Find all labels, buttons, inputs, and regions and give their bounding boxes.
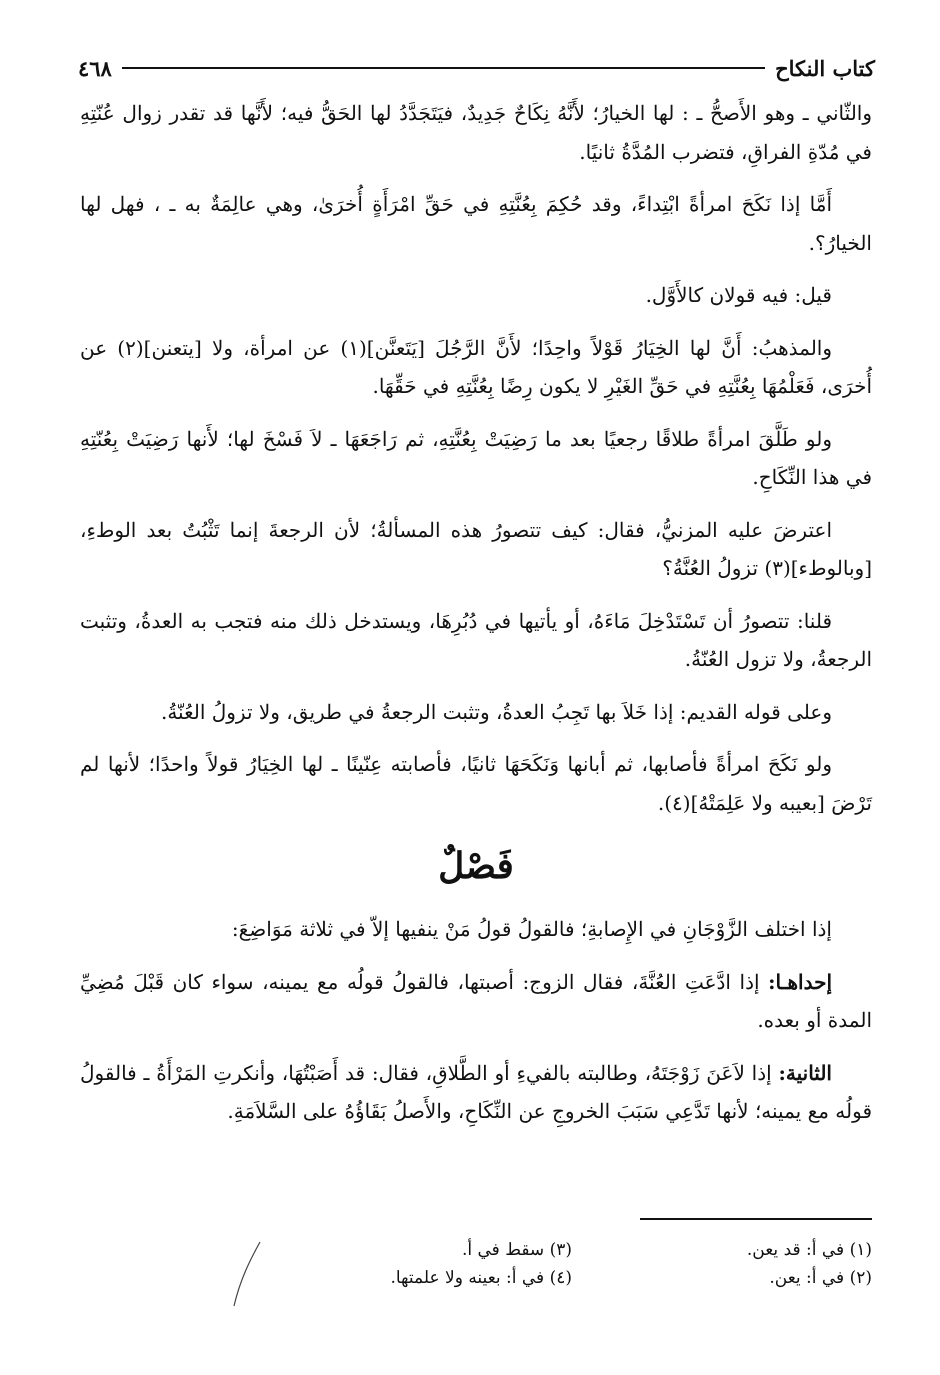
paragraph: أَمَّا إذا نَكَحَ امرأةً ابْتِداءً، وقد حُكِمَ بِعُنَّتِهِ في حَقِّ امْرَأَةٍ أُخرَىٰ، وهي عالِمَةٌ به ـ ، فهل لها الخيارُ؟. [80,192,872,255]
paragraph: ولو طَلَّقَ امرأةً طلاقًا رجعيًا بعد ما رَضِيَتْ بِعُنَّتِهِ، ثم رَاجَعَهَا ـ لاَ فَسْخَ لها؛ لأَنها رَضِيَتْ بِعُنّتِهِ في هذا النِّكَاحِ. [80,426,872,489]
footnote: (٢) في أ: يعن. [769,1268,872,1288]
paragraph: اعترضَ عليه المزنيُّ، فقال: كيف تتصورُ هذه المسألةُ؛ لأن الرجعةَ إنما تَثْبُتُ بعد الوطءِ، [وبالوطء](٣) تزولُ العُنَّةُ؟ [80,517,872,580]
footnote-column-left [272,1236,572,1292]
paragraph: والثّاني ـ وهو الأَصحُّ ـ : لها الخيارُ؛ لأَنَّهُ نِكَاحٌ جَدِيدٌ، فيَتَجَدَّدُ لها الحَقُّ فيه؛ لأَنَّها قد تقدر زوال عُنّتِهِ في مُدّةِ الفراقِ، فتضرب المُدَّةُ ثانيًا. [80,101,872,164]
header-rule [122,67,765,69]
paragraph: والمذهبُ: أَنَّ لها الخِيَارُ قَوْلاً واحِدًا؛ لأَنَّ الرَّجُلَ [يَتَعنَّن](١) عن امرأة، ولا [يتعنن](٢) عن أُخرَى، فَعَلْمُهَا بِعُنَّتِهِ في حَقِّ الغَيْرِ لا يكون رِضًا بِعُنَّتِهِ في حَقِّهَا. [80,335,872,398]
main-text [80,94,872,1145]
list-item [80,1054,872,1131]
paragraph: قيل: فيه قولان كالأَوَّل. [645,283,832,307]
section-heading: فَصْلٌ [438,845,514,887]
footnote-column-right [572,1236,872,1292]
item-text: إذا ادَّعَتِ العُنَّةَ، فقال الزوج: أصبتها، فالقولُ قولُه مع يمينه، سواء كان قَبْلَ مُضِيِّ المدة أو بعده. [80,969,872,1032]
paragraph: ولو نَكَحَ امرأةً فأصابها، ثم أبانها وَنَكَحَهَا ثانيًا، فأصابته عِنّينًا ـ لها الخِيَارُ قولاً واحدًا؛ لأنها لم تَرْضَ [بعيبه ولا عَلِمَتْهُ](٤). [80,752,872,815]
footnote: (٣) سقط في أ. [461,1240,572,1260]
paragraph: قلنا: تتصورُ أن تَسْتَدْخِلَ مَاءَهُ، أو يأتيها في دُبُرِهَا، ويستدخل ذلك منه فتجب به العدةُ، وتثبت الرجعةُ، ولا تزول العُنّةُ. [80,608,872,671]
footnote-rule [640,1218,872,1220]
item-text: إذا لاَعَنَ زَوْجَتَهُ، وطالبته بالفيءِ أو الطَّلاقِ، فقال: قد أَصَبْتُهَا، وأنكرتِ المَرْأَةُ ـ فالقولُ قولُه مع يمينه؛ لأنها تَدَّعِي سَبَبَ الخروجِ عن النِّكَاحِ، والأَصلُ بَقَاؤُهُ على السَّلاَمَةِ. [80,1060,872,1123]
book-title: كتاب النكاح [775,55,875,81]
footnote: (١) في أ: قد يعن. [746,1240,872,1260]
pen-stroke-mark [228,1240,268,1310]
section-intro: إذا اختلف الزَّوْجَانِ في الإِصابةِ؛ فالقولُ قولُ مَنْ ينفيها إلاّ في ثلاثة مَوَاضِعَ: [231,917,832,941]
running-header [78,50,875,86]
page-number: ٤٦٨ [78,55,112,81]
footnote: (٤) في أ: بعينه ولا علمتها. [390,1268,572,1288]
paragraph: وعلى قوله القديم: إذا خَلاَ بها تَجِبُ العدةُ، وتثبت الرجعةُ في طريق، ولا تزولُ العُنّةُ. [160,699,832,724]
footnotes [272,1236,872,1292]
item-lead: الثانية: [778,1060,832,1085]
list-item [80,963,872,1040]
item-lead: إحداهـا: [768,969,832,994]
